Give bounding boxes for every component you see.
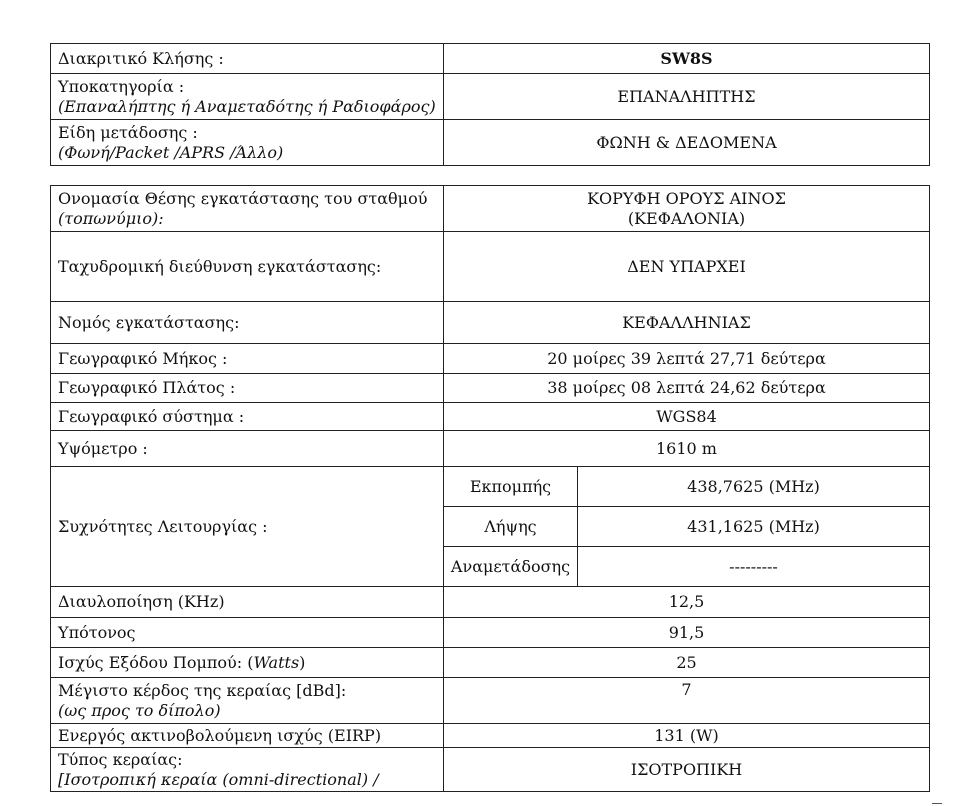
power-value: 25 <box>444 648 930 678</box>
altitude-label: Υψόμετρο : <box>51 431 444 467</box>
table-row <box>51 467 930 507</box>
gain-note: (ως προς το δίπολο) <box>58 700 221 720</box>
transmission-label: Είδη μετάδοσης : <box>58 122 198 142</box>
site-name-cell <box>51 186 444 232</box>
antenna-note: [Ισοτροπική κεραία (omni-directional) / <box>58 769 379 789</box>
callsign-value: SW8S <box>444 44 930 74</box>
table-row <box>51 186 930 232</box>
longitude-label: Γεωγραφικό Μήκος : <box>51 344 444 374</box>
subcategory-label: Υποκατηγορία : <box>58 76 185 96</box>
subcategory-value: ΕΠΑΝΑΛΗΠΤΗΣ <box>444 74 930 120</box>
geo-system-value: WGS84 <box>444 403 930 431</box>
table-row <box>51 302 930 344</box>
antenna-value: ΙΣΟΤΡΟΠΙΚΗ <box>444 748 930 792</box>
page-mark <box>932 803 942 804</box>
latitude-label: Γεωγραφικό Πλάτος : <box>51 374 444 403</box>
altitude-value: 1610 m <box>444 431 930 467</box>
power-label-main: Ισχύς Εξόδου Πομπού: ( <box>58 652 254 672</box>
geo-system-label: Γεωγραφικό σύστημα : <box>51 403 444 431</box>
channel-value: 12,5 <box>444 587 930 618</box>
subtone-value: 91,5 <box>444 618 930 648</box>
site-name-note: (τοπωνύμιο): <box>58 208 164 228</box>
transmission-cell <box>51 120 444 166</box>
tx-value: 438,7625 (MHz) <box>578 467 930 507</box>
rx-label: Λήψης <box>444 507 578 547</box>
tx-label: Εκπομπής <box>444 467 578 507</box>
site-name-value <box>444 186 930 232</box>
table-row <box>51 748 930 792</box>
eirp-value: 131 (W) <box>444 724 930 748</box>
table-row <box>51 74 930 120</box>
site-name-label: Ονομασία Θέσης εγκατάστασης του σταθμού <box>58 188 428 208</box>
postal-value: ΔΕΝ ΥΠΑΡΧΕΙ <box>444 232 930 302</box>
channel-label: Διαυλοποίηση (KHz) <box>51 587 444 618</box>
power-label <box>51 648 444 678</box>
callsign-label: Διακριτικό Κλήσης : <box>51 44 444 74</box>
subcategory-cell <box>51 74 444 120</box>
power-label-end: ) <box>299 652 306 672</box>
table-row <box>51 678 930 724</box>
site-info-table <box>50 185 930 792</box>
site-name-value-line2: (ΚΕΦΑΛΟΝΙΑ) <box>627 208 746 228</box>
prefecture-label: Νομός εγκατάστασης: <box>51 302 444 344</box>
table-row <box>51 120 930 166</box>
antenna-cell <box>51 748 444 792</box>
latitude-value: 38 μοίρες 08 λεπτά 24,62 δεύτερα <box>444 374 930 403</box>
transmission-note: (Φωνή/Packet /APRS /Άλλο) <box>58 142 284 162</box>
table-row <box>51 232 930 302</box>
subtone-label: Υπότονος <box>51 618 444 648</box>
table-row <box>51 374 930 403</box>
power-label-unit: Watts <box>253 652 300 672</box>
rx-value: 431,1625 (MHz) <box>578 507 930 547</box>
relay-label: Αναμετάδοσης <box>444 547 578 587</box>
subcategory-note: (Επαναλήπτης ή Αναμεταδότης ή Ραδιοφάρος) <box>58 96 436 116</box>
frequencies-label: Συχνότητες Λειτουργίας : <box>51 467 444 587</box>
station-info-table <box>50 43 930 166</box>
relay-value: --------- <box>578 547 930 587</box>
longitude-value: 20 μοίρες 39 λεπτά 27,71 δεύτερα <box>444 344 930 374</box>
antenna-label: Τύπος κεραίας: <box>58 749 183 769</box>
site-name-value-line1: ΚΟΡΥΦΗ ΟΡΟΥΣ ΑΙΝΟΣ <box>587 188 786 208</box>
table-row <box>51 618 930 648</box>
prefecture-value: ΚΕΦΑΛΛΗΝΙΑΣ <box>444 302 930 344</box>
table-row <box>51 724 930 748</box>
table-row <box>51 587 930 618</box>
gain-label: Μέγιστο κέρδος της κεραίας [dBd]: <box>58 680 347 700</box>
table-row <box>51 648 930 678</box>
transmission-value: ΦΩΝΗ & ΔΕΔΟΜΕΝΑ <box>444 120 930 166</box>
eirp-label: Ενεργός ακτινοβολούμενη ισχύς (EIRP) <box>51 724 444 748</box>
table-row <box>51 403 930 431</box>
table-row <box>51 431 930 467</box>
gain-value: 7 <box>444 678 930 724</box>
gain-cell <box>51 678 444 724</box>
table-row <box>51 344 930 374</box>
postal-label: Ταχυδρομική διεύθυνση εγκατάστασης: <box>51 232 444 302</box>
table-row <box>51 44 930 74</box>
